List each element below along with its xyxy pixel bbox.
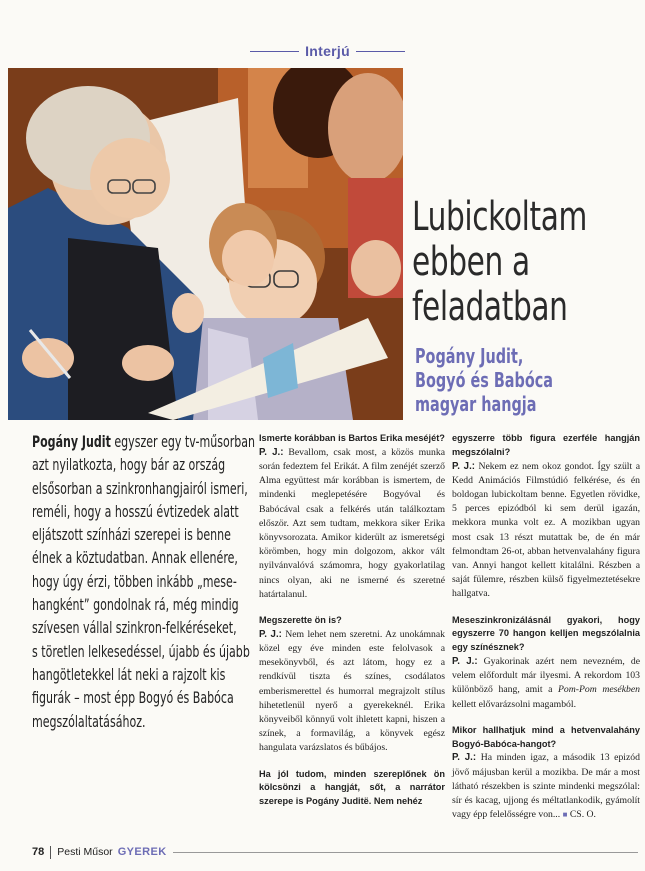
lead-line: s töretlen lelkesedéssel, újabb és újabb	[32, 641, 250, 661]
lead-line: eljátszott színházi szerepei is benne	[32, 525, 231, 545]
interview-answer	[452, 460, 640, 602]
lead-line: megszólaltatásához.	[32, 711, 146, 731]
article-photo	[8, 68, 403, 420]
lead-line: reméli, hogy a hosszú évtizedek alatt	[32, 501, 239, 521]
interview-answer	[452, 655, 640, 712]
article-subhead	[415, 344, 581, 416]
answer-text: Ha minden igaz, a második 13 epizód jövő májusban kerül a mozikba. De már a most látható részekben is szinte mindenki megszólal: sír és kacag, ujjong és méltatlankodik, gyámolít vagy épp felelősségre von...	[452, 752, 640, 821]
subhead-line-1: Pogány Judit,	[415, 344, 524, 368]
interview-answer	[259, 446, 445, 602]
section-label: Interjú	[305, 43, 350, 59]
footer-section-label: GYEREK	[117, 846, 167, 858]
answer-speaker: P. J.:	[259, 446, 284, 458]
header-rule-right	[356, 51, 405, 52]
section-header	[250, 40, 405, 62]
lead-line: elsősorban a szinkronhangjairól ismeri,	[32, 478, 248, 498]
answer-text: Nem lehet nem szeretni. Az unokámnak közel egy éve minden este felolvasok a mesekönyvből, és azt látom, hogy ez a rendkívül tiszta és színes, csodálatos emberismerettel és humorral megrajzolt stílus hihetetlenül nyerő a gyerekeknél. Erika könyveiből könnyű volt ihletett kapni, hiszen a színek, a formavilág, a könyvek egész hangulata varázslatos és bűbájos.	[259, 628, 445, 754]
interview-question: Megszerette ön is?	[259, 615, 342, 626]
article-photo-illustration	[8, 68, 403, 420]
header-rule-left	[250, 51, 299, 52]
answer-text: Nekem ez nem okoz gondot. Így szült a Kedd Animációs Filmstúdió felkérése, és én boldogan lubickoltam benne. Egyetlen rövidke, 5 perces epizódból ki sem derül igazán, mekkora munka volt ez. A mozikban ugyan most csak 13 részt mutattak be, de én már felmondtam 26-ot, abban hetvenvalahány figura van. Annyi hangot kellett kitalálni. Részben a saját fülemre, részben külső figyelmeztetésekre hallgatva.	[452, 460, 640, 600]
interview-question: Ismerte korábban is Bartos Erika meséjét?	[259, 433, 445, 443]
end-square-icon: ■	[562, 810, 568, 820]
author-signature: CS. O.	[567, 809, 596, 821]
lead-line: szívesen vállal szinkron-felkéréseket,	[32, 618, 237, 638]
article-headline	[412, 194, 587, 330]
interview-question: Ha jól tudom, minden szereplőnek ön kölcsönzi a hangját, sőt, a narrátor szerepe is Pogány Juditë. Nem nehéz	[259, 768, 445, 807]
page-footer	[32, 842, 638, 862]
interview-question: Mikor hallhatjuk mind a hetvenvalahány Bogyó-Babóca-hangot?	[452, 724, 640, 749]
lead-name: Pogány Judit	[32, 432, 111, 451]
answer-speaker: P. J.:	[259, 628, 282, 640]
answer-speaker: P. J.:	[452, 656, 478, 668]
headline-line-3: feladatban	[412, 284, 568, 330]
lead-line: hangötletekkel lát neki a rajzolt kis	[32, 664, 226, 684]
interview-column-3	[452, 432, 640, 822]
lead-line-1-rest: egyszer egy tv-műsorban	[110, 432, 256, 451]
magazine-name: Pesti Műsor	[57, 846, 113, 858]
headline-line-1: Lubickoltam	[412, 194, 587, 240]
answer-text: Gyakorinak azért nem nevezném, de velem előfordult már ilyesmi. A rekordom 103 különböző hang, amit a	[452, 656, 640, 696]
lead-line	[32, 430, 256, 453]
interview-question: Meseszinkronizálásnál gyakori, hogy egyszerre 70 hangon kelljen megszólalnia egy színésznek?	[452, 614, 640, 653]
footer-rule	[173, 852, 638, 853]
subhead-line-2: Bogyó és Babóca	[415, 368, 553, 392]
interview-column-2	[259, 432, 445, 809]
lead-line: azt nyilatkozta, hogy bár az ország	[32, 455, 226, 475]
page-number: 78	[32, 846, 45, 858]
lead-paragraph	[32, 430, 256, 733]
answer-speaker: P. J.:	[452, 460, 475, 472]
footer-separator	[50, 846, 51, 859]
lead-line: figurák – most épp Bogyó és Babóca	[32, 688, 234, 708]
interview-answer	[452, 751, 640, 822]
interview-question-continued: egyszerre több figura ezerféle hangján megszólalni?	[452, 433, 640, 457]
answer-text: Bevallom, csak most, a közös munka során fedeztem fel Erikát. A film zenéjét szerző Alma együttest már korábban is ismertem, de mindenki meglepetésére Bogyóval és Babócával csak a felkérés után találkoztam először. Azt sem tudtam, mekkora siker Erika könyvsorozata. Amikor kiderült az ismeretségi körömben, hogy min dolgozom, akkor vált nyilvánvalóvá számomra, hogy gyakorlatilag nincs olyan, aki ne ismerné és szeretné határtalanul.	[259, 446, 445, 600]
subhead-line-3: magyar hangja	[415, 392, 537, 416]
answer-title-italic: Pom-Pom mesékben	[558, 684, 640, 696]
interview-answer	[259, 628, 445, 756]
lead-line: élnek a köztudatban. Annak ellenére,	[32, 548, 238, 568]
lead-line: hogy úgy érzi, többen inkább „mese-	[32, 571, 237, 591]
headline-line-2: ebben a	[412, 239, 530, 285]
answer-text: kellett elővarázsolni magamból.	[452, 698, 577, 710]
lead-line: hangként” gondolnak rá, még mindig	[32, 595, 239, 615]
answer-speaker: P. J.:	[452, 752, 477, 764]
